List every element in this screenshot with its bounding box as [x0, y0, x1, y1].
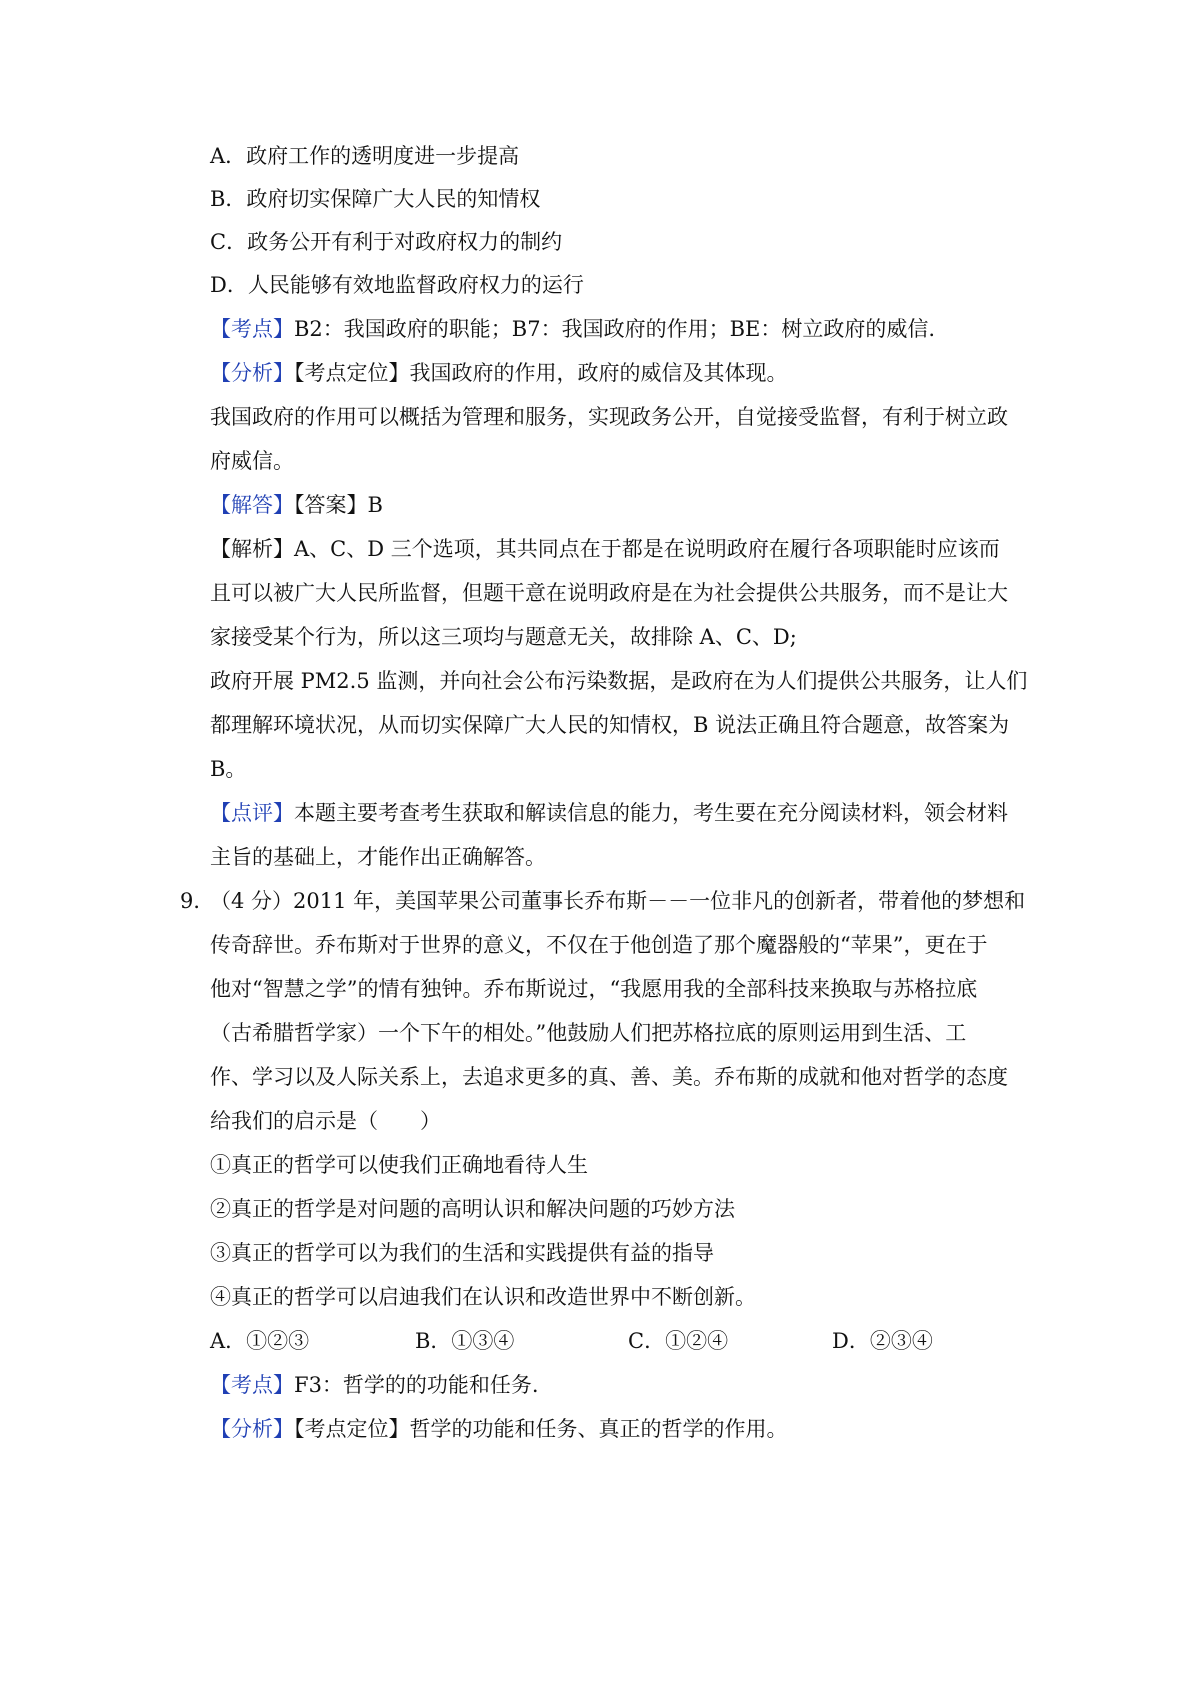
choice-d: D．②③④: [832, 1329, 933, 1353]
q8-dianping-line: [210, 798, 1030, 828]
dianping-tag: 【点评】: [210, 801, 294, 825]
jiexi-line: 家接受某个行为，所以这三项均与题意无关，故排除 A、C、D;: [210, 625, 797, 649]
q9-stem-line: 给我们的启示是（ ）: [210, 1109, 441, 1133]
question-number: 9．: [180, 889, 215, 913]
kaodian-text: F3：哲学的的功能和任务.: [294, 1373, 539, 1397]
kaodian-tag: 【考点】: [210, 1373, 294, 1397]
fenxi-body-line: 府威信。: [210, 449, 294, 473]
jiexi-line: B。: [210, 757, 247, 781]
q9-item: ④真正的哲学可以启迪我们在认识和改造世界中不断创新。: [210, 1285, 756, 1309]
choice-b: B．①③④: [415, 1329, 515, 1353]
jiexi-line: 【解析】A、C、D 三个选项，其共同点在于都是在说明政府在履行各项职能时应该而: [210, 537, 1000, 561]
q9-stem-line: 传奇辞世。乔布斯对于世界的意义，不仅在于他创造了那个魔器般的“苹果”，更在于: [210, 933, 988, 957]
q9-fenxi-line: [210, 1414, 1030, 1444]
q8-jieda-line: [210, 490, 1030, 520]
q9-stem-line: 作、学习以及人际关系上，去追求更多的真、善、美。乔布斯的成就和他对哲学的态度: [210, 1065, 1008, 1089]
option-b: B．政府切实保障广大人民的知情权: [210, 187, 541, 211]
jiexi-line: 且可以被广大人民所监督，但题干意在说明政府是在为社会提供公共服务，而不是让大: [210, 581, 1008, 605]
option-d: D．人民能够有效地监督政府权力的运行: [210, 273, 584, 297]
option-c: C．政务公开有利于对政府权力的制约: [210, 230, 563, 254]
fenxi-tag: 【分析】: [210, 361, 294, 385]
jiexi-line: 都理解环境状况，从而切实保障广大人民的知情权，B 说法正确且符合题意，故答案为: [210, 713, 1010, 737]
option-a: A．政府工作的透明度进一步提高: [210, 144, 520, 168]
q8-fenxi-line: [210, 358, 1030, 388]
jiexi-line: 政府开展 PM2.5 监测，并向社会公布污染数据，是政府在为人们提供公共服务，让人们: [210, 669, 1028, 693]
jieda-text: 【答案】B: [294, 493, 383, 517]
q9-item: ①真正的哲学可以使我们正确地看待人生: [210, 1153, 588, 1177]
dianping-text-cont: 主旨的基础上，才能作出正确解答。: [210, 845, 546, 869]
q8-kaodian-line: [210, 314, 1030, 344]
kaodian-text: B2：我国政府的职能；B7：我国政府的作用；BE：树立政府的威信.: [294, 317, 936, 341]
q9-item: ②真正的哲学是对问题的高明认识和解决问题的巧妙方法: [210, 1197, 735, 1221]
fenxi-text: 【考点定位】哲学的功能和任务、真正的哲学的作用。: [294, 1417, 788, 1441]
q9-stem-line: （古希腊哲学家）一个下午的相处。”他鼓励人们把苏格拉底的原则运用到生活、工: [210, 1021, 967, 1045]
fenxi-tag: 【分析】: [210, 1417, 294, 1441]
jieda-tag: 【解答】: [210, 493, 294, 517]
fenxi-body-line: 我国政府的作用可以概括为管理和服务，实现政务公开，自觉接受监督，有利于树立政: [210, 405, 1008, 429]
q9-choices: [210, 1326, 1030, 1356]
kaodian-tag: 【考点】: [210, 317, 294, 341]
q9-stem-line: 他对“智慧之学”的情有独钟。乔布斯说过，“我愿用我的全部科技来换取与苏格拉底: [210, 977, 978, 1001]
q9-item: ③真正的哲学可以为我们的生活和实践提供有益的指导: [210, 1241, 714, 1265]
choice-a: A．①②③: [210, 1329, 310, 1353]
dianping-text: 本题主要考查考生获取和解读信息的能力，考生要在充分阅读材料，领会材料: [294, 801, 1008, 825]
q9-stem-line: （4 分）2011 年，美国苹果公司董事长乔布斯－－一位非凡的创新者，带着他的梦想和: [210, 889, 1026, 913]
q9-kaodian-line: [210, 1370, 1030, 1400]
choice-c: C．①②④: [628, 1329, 729, 1353]
fenxi-text: 【考点定位】我国政府的作用，政府的威信及其体现。: [294, 361, 788, 385]
